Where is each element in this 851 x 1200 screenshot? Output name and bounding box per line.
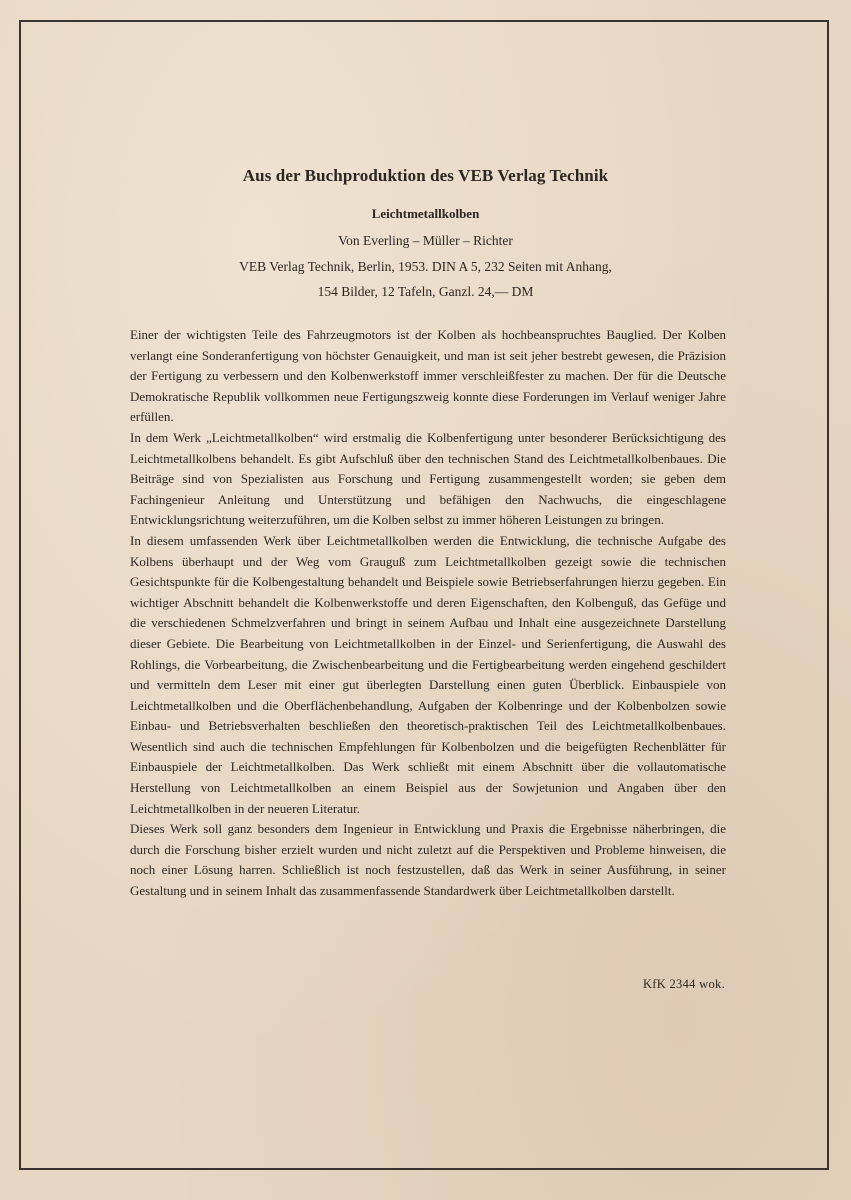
paragraph-4: Dieses Werk soll ganz besonders dem Ingenieur in Entwicklung und Praxis die Ergebnisse näherbringen, die durch die Forschung bisher erzielt wurden und nicht zuletzt auf die Perspektiven und Probleme hinweisen, die noch einer Lösung harren. Schließlich ist noch festzustellen, daß das Werk in seiner Ausführung, in seiner Gestaltung und in seinem Inhalt das zusammenfassende Standardwerk über Leichtmetallkolben darstellt. (130, 821, 726, 899)
book-title: Leichtmetallkolben (371, 206, 480, 221)
paragraph-1: Einer der wichtigsten Teile des Fahrzeugmotors ist der Kolben als hochbeanspruchtes Bauglied. Der Kolben verlangt eine Sonderanfertigung von höchster Genauigkeit, und man ist seit jeher bestrebt gewesen, die Präzision der Fertigung zu verbessern und den Kolbenwerkstoff immer verschleißfester zu machen. Der für die Deutsche Demokratische Republik vollkommen neue Fertigungszweig konnte diese Forderungen im Verlauf weniger Jahre erfüllen. (130, 327, 726, 425)
print-code: KfK 2344 wok. (642, 977, 725, 991)
paragraph-3: In diesem umfassenden Werk über Leichtmetallkolben werden die Entwicklung, die technische Aufgabe des Kolbens überhaupt und der Weg vom Grauguß zum Leichtmetallkolben gezeigt sowie die technischen Gesichtspunkte für die Kolbengestaltung behandelt und Beispiele sowie Betriebserfahrungen hierzu gegeben. Ein wichtiger Abschnitt behandelt die Kolbenwerkstoffe und deren Eigenschaften, den Kolbenguß, das Gefüge und die verschiedenen Schmelzverfahren und bringt in seinem Aufbau und Inhalt eine ausgezeichnete Darstellung dieser Gebiete. Die Bearbeitung von Leichtmetallkolben in der Einzel- und Serienfertigung, die Auswahl des Rohlings, die Vorbearbeitung, die Zwischenbearbeitung und die Fertigbearbeitung werden eingehend geschildert und vermitteln dem Leser mit einer gut überlegten Darstellung einen guten Überblick. Einbauspiele von Leichtmetallkolben und die Oberflächenbehandlung, Aufgaben der Kolbenringe und der Kolbenbolzen sowie Einbau- und Betriebsverhalten beschließen den theoretisch-praktischen Teil des Leichtmetallkolbenbaues. Wesentlich sind auch die technischen Empfehlungen für Kolbenbolzen und die beigefügten Rechenblätter für Einbauspiele der Leichtmetallkolben. Das Werk schließt mit einem Abschnitt über die vollautomatische Herstellung von Leichtmetallkolben an einem Beispiel aus der Sowjetunion und Angaben über den Leichtmetallkolben in der neueren Literatur. (130, 532, 726, 816)
publication-line-2: 154 Bilder, 12 Tafeln, Ganzl. 24,— DM (317, 284, 534, 299)
page-heading: Aus der Buchproduktion des VEB Verlag Technik (242, 166, 609, 185)
publication-line-1: VEB Verlag Technik, Berlin, 1953. DIN A 5, 232 Seiten mit Anhang, (239, 259, 612, 274)
paragraph-2: In dem Werk „Leichtmetallkolben“ wird erstmalig die Kolbenfertigung unter besonderer Berücksichtigung des Leichtmetallkolbens behandelt. Es gibt Aufschluß über den technischen Stand des Leichtmetallkolbenbaues. Die Beiträge sind von Spezialisten aus Forschung und Fertigung zusammengestellt worden; sie geben dem Fachingenieur Anleitung und Unterstützung und befähigen den Nachwuchs, die eingeschlagene Entwicklungsrichtung weiterzuführen, um die Kolben selbst zu immer höheren Leistungen zu bringen. (130, 429, 726, 528)
book-authors: Von Everling – Müller – Richter (338, 233, 513, 248)
book-description (130, 325, 726, 902)
